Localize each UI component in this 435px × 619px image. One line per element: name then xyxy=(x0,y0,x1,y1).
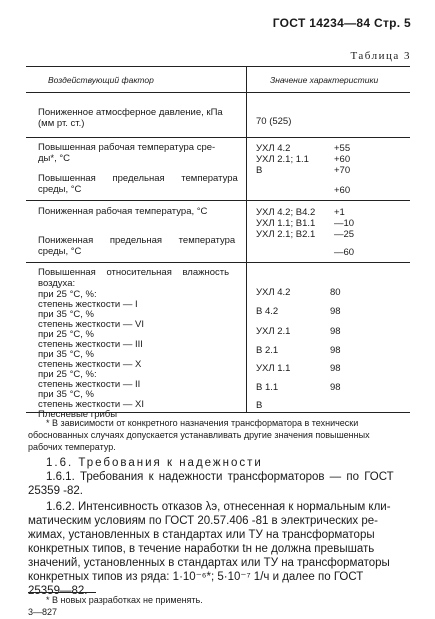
row-high-limit-value: +60 xyxy=(334,185,351,196)
row-high-temp-label: Повышенная рабочая температура сре- xyxy=(38,142,216,153)
page-mark: 3—827 xyxy=(28,607,58,617)
table-footnote: * В зависимости от конкретного назначения трансформатора в технически xyxy=(46,418,359,428)
table-top-rule xyxy=(26,66,410,67)
value-cell: —25 xyxy=(334,229,355,240)
row-high-limit-label-2: среды, °С xyxy=(38,184,82,195)
value-cell: 98 xyxy=(330,382,341,393)
value-cell: +55 xyxy=(334,143,351,154)
value-cell: +1 xyxy=(334,207,345,218)
value-cell: +60 xyxy=(334,154,351,165)
table-caption: Таблица 3 xyxy=(350,50,411,62)
row-pressure-value: 70 (525) xyxy=(256,116,292,127)
value-cell: 98 xyxy=(330,326,341,337)
section-paragraph-1: 1.6.1. Требования к надежности трансформаторов — по ГОСТ xyxy=(46,471,394,483)
page-footnote: * В новых разработках не применять. xyxy=(46,595,203,605)
section-paragraph-1-2: 25359 -82. xyxy=(28,485,83,497)
climate-cell: УХЛ 4.2 xyxy=(256,287,291,298)
value-cell: 98 xyxy=(330,345,341,356)
table-bottom-rule xyxy=(26,412,410,413)
row-low-limit-value: —60 xyxy=(334,247,355,258)
column-header-factor: Воздействующий фактор xyxy=(48,75,154,85)
section-paragraph-2: 1.6.2. Интенсивность отказов λэ, отнесенная к нормальным кли- xyxy=(46,501,391,513)
climate-cell: УХЛ 1.1; В1.1 xyxy=(256,218,316,229)
table-footnote-2: обоснованных случаях допускается устанавливать другие значения повышенных xyxy=(28,430,370,440)
climate-cell: УХЛ 2.1; В2.1 xyxy=(256,229,316,240)
row-low-limit-label-2: среды, °С xyxy=(38,246,82,257)
humidity-line: степень жесткости — III xyxy=(38,339,143,350)
footnote-separator xyxy=(28,592,96,593)
humidity-line: степень жесткости — X xyxy=(38,359,142,370)
humidity-line: степень жесткости — XI xyxy=(38,399,144,410)
value-cell: —10 xyxy=(334,218,355,229)
section-paragraph-2-line: матическим условиям по ГОСТ 20.57.406 -81 в электрических ре- xyxy=(28,515,378,527)
humidity-line: при 25 °С, % xyxy=(38,329,94,340)
climate-cell: УХЛ 4.2 xyxy=(256,143,291,154)
climate-cell: В 4.2 xyxy=(256,306,279,317)
row-high-temp-label-2: ды*, °С xyxy=(38,153,71,164)
climate-cell: В 1.1 xyxy=(256,382,279,393)
table-footnote-3: рабочих температур. xyxy=(28,442,116,452)
row-pressure-label: Пониженное атмосферное давление, кПа xyxy=(38,107,223,118)
humidity-line: Плесневые грибы xyxy=(38,409,118,420)
climate-cell: В 2.1 xyxy=(256,345,279,356)
humidity-line: при 35 °С, % xyxy=(38,389,94,400)
humidity-line: степень жесткости — VI xyxy=(38,319,144,330)
row-low-temp-label: Пониженная рабочая температура, °С xyxy=(38,206,208,217)
table-header-rule xyxy=(26,92,410,93)
row-rule xyxy=(26,262,410,263)
humidity-line: степень жесткости — II xyxy=(38,379,141,390)
humidity-line: при 25 °С, %: xyxy=(38,369,97,380)
row-rule xyxy=(26,200,410,201)
section-heading: 1.6. Требования к надежности xyxy=(46,457,263,469)
climate-cell: УХЛ 2.1 xyxy=(256,326,291,337)
section-paragraph-2-line: конкретных типов, в течение наработки tн не должна превышать xyxy=(28,543,375,555)
humidity-line: при 35 °С, % xyxy=(38,309,94,320)
running-header: ГОСТ 14234—84 Стр. 5 xyxy=(272,16,411,30)
climate-cell: УХЛ 4.2; В4.2 xyxy=(256,207,316,218)
section-paragraph-2-line: жимах, установленных в стандартах или ТУ на трансформаторы xyxy=(28,529,375,541)
climate-cell: В xyxy=(256,165,263,176)
climate-cell: УХЛ 1.1 xyxy=(256,363,291,374)
row-low-limit-label: Пониженная предельная температура xyxy=(38,235,236,246)
climate-cell: УХЛ 2.1; 1.1 xyxy=(256,154,309,165)
section-paragraph-2-line: значений, установленных в стандартах или ТУ на трансформаторы xyxy=(28,557,390,569)
value-cell: 80 xyxy=(330,287,341,298)
row-high-limit-label: Повышенная предельная температура xyxy=(38,173,238,184)
humidity-line: при 25 °С, %: xyxy=(38,289,97,300)
value-cell: +70 xyxy=(334,165,351,176)
value-cell: 98 xyxy=(330,363,341,374)
row-pressure-label-2: (мм рт. ст.) xyxy=(38,118,85,129)
section-paragraph-2-line: 25359—82. xyxy=(28,585,88,597)
value-cell: 98 xyxy=(330,306,341,317)
fungi-value: В xyxy=(256,400,263,411)
column-header-value: Значение характеристики xyxy=(270,75,379,85)
section-paragraph-2-line: конкретных типов из ряда: 1·10⁻⁶*; 5·10⁻⁷ 1/ч и далее по ГОСТ xyxy=(28,571,364,583)
table-column-divider xyxy=(246,66,247,412)
row-humidity-label: Повышенная относительная влажность xyxy=(38,267,230,278)
humidity-line: степень жесткости — I xyxy=(38,299,138,310)
row-humidity-label-2: воздуха: xyxy=(38,278,76,289)
row-rule xyxy=(26,137,410,138)
humidity-line: при 35 °С, % xyxy=(38,349,94,360)
